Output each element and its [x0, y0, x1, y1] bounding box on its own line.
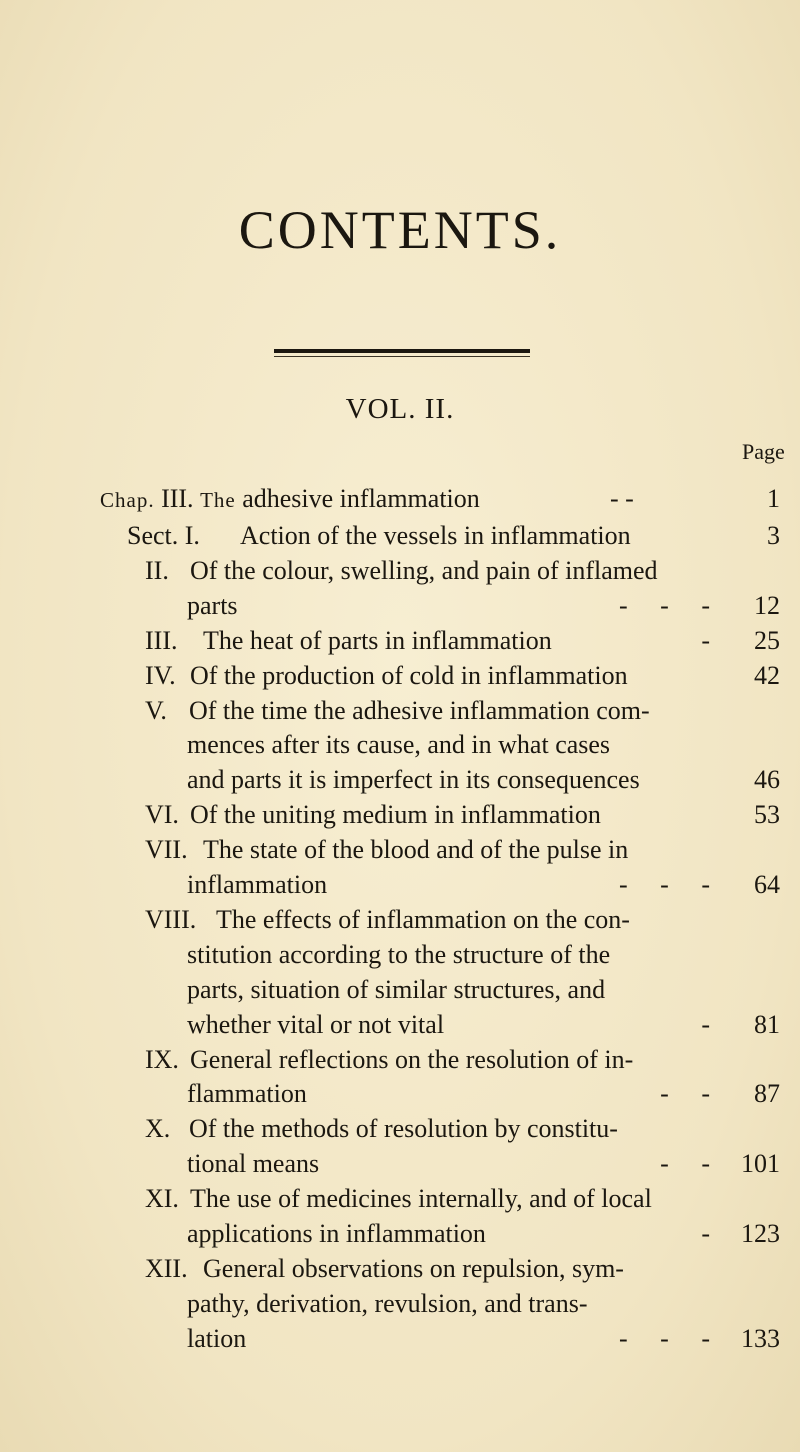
section-title-line: The effects of inflammation on the con- [216, 904, 630, 934]
section-number: VI. [145, 800, 179, 830]
leader-dashes: - [701, 625, 710, 655]
section-title-line: Of the production of cold in inflammation [190, 660, 628, 690]
chapter-numeral: III. [161, 484, 194, 513]
leader-dashes: - - [660, 1079, 710, 1109]
section-number: XII. [145, 1253, 188, 1283]
page-title: CONTENTS. [238, 200, 562, 260]
section-title-line: applications in inflammation [187, 1219, 486, 1248]
chapter-title: adhesive inflammation [242, 484, 480, 513]
section-page-number: 133 [741, 1323, 780, 1353]
chapter-page: 1 [767, 484, 780, 513]
section-title-line: General reflections on the resolution of in- [190, 1044, 634, 1074]
section-page-number: 25 [754, 625, 780, 655]
section-title-line: stitution according to the structure of the [187, 939, 611, 969]
section-number: VII. [145, 835, 188, 865]
section-page-number: 81 [754, 1009, 780, 1039]
section-title-line: and parts it is imperfect in its consequences [187, 765, 640, 795]
section-page-number: 123 [741, 1219, 780, 1248]
section-title-line: Of the time the adhesive inflammation com- [189, 695, 650, 725]
section-page-number: 3 [767, 521, 780, 550]
chapter-leader: - - [610, 484, 634, 513]
leader-dashes: - - [660, 1149, 710, 1179]
section-page-number: 53 [754, 800, 780, 830]
section-title-line: flammation [187, 1079, 307, 1109]
section-title-line: Action of the vessels in inflammation [240, 521, 631, 550]
section-page-number: 46 [754, 765, 780, 795]
section-title-line: The state of the blood and of the pulse in [203, 835, 629, 865]
section-title-line: tional means [187, 1149, 320, 1179]
section-number: IV. [145, 660, 176, 690]
chapter-prefix: Chap. [100, 488, 155, 512]
title-rule [274, 349, 530, 353]
section-page-number: 101 [741, 1149, 780, 1179]
section-number: II. [145, 555, 169, 585]
section-number: IX. [145, 1044, 179, 1074]
leader-dashes: - [701, 1009, 710, 1039]
page-column-label: Page [742, 439, 785, 464]
leader-dashes: - - - [619, 590, 710, 620]
section-title-line: General observations on repulsion, sym- [203, 1253, 624, 1283]
volume-label: VOL. II. [345, 393, 455, 425]
leader-dashes: - [701, 1219, 710, 1248]
section-number: VIII. [145, 904, 197, 934]
section-number: V. [145, 695, 167, 725]
section-title-line: parts [187, 590, 238, 620]
section-page-number: 64 [754, 870, 780, 899]
chapter-title-first: The [200, 488, 236, 512]
section-title-line: The use of medicines internally, and of local [190, 1184, 652, 1214]
section-page-number: 42 [754, 660, 780, 690]
section-page-number: 87 [754, 1079, 780, 1109]
section-title-line: The heat of parts in inflammation [203, 625, 552, 655]
section-page-number: 12 [754, 590, 780, 620]
leader-dashes: - - - [619, 870, 710, 899]
title-rule-thin [274, 356, 530, 357]
section-number: Sect. I. [127, 521, 200, 550]
section-title-line: mences after its cause, and in what cases [187, 730, 611, 760]
section-title-line: parts, situation of similar structures, and [187, 974, 606, 1004]
section-number: X. [145, 1114, 171, 1144]
section-title-line: Of the uniting medium in inflammation [190, 800, 601, 830]
section-title-line: whether vital or not vital [187, 1009, 445, 1039]
section-number: XI. [145, 1184, 179, 1214]
chapter-heading [100, 482, 780, 516]
section-number: III. [145, 625, 178, 655]
leader-dashes: - - - [619, 1323, 710, 1353]
section-title-line: lation [187, 1323, 247, 1353]
section-title-line: Of the methods of resolution by constitu- [189, 1114, 618, 1144]
section-title-line: pathy, derivation, revulsion, and trans- [187, 1288, 588, 1318]
section-title-line: Of the colour, swelling, and pain of inflamed [190, 555, 658, 585]
section-title-line: inflammation [187, 870, 328, 899]
